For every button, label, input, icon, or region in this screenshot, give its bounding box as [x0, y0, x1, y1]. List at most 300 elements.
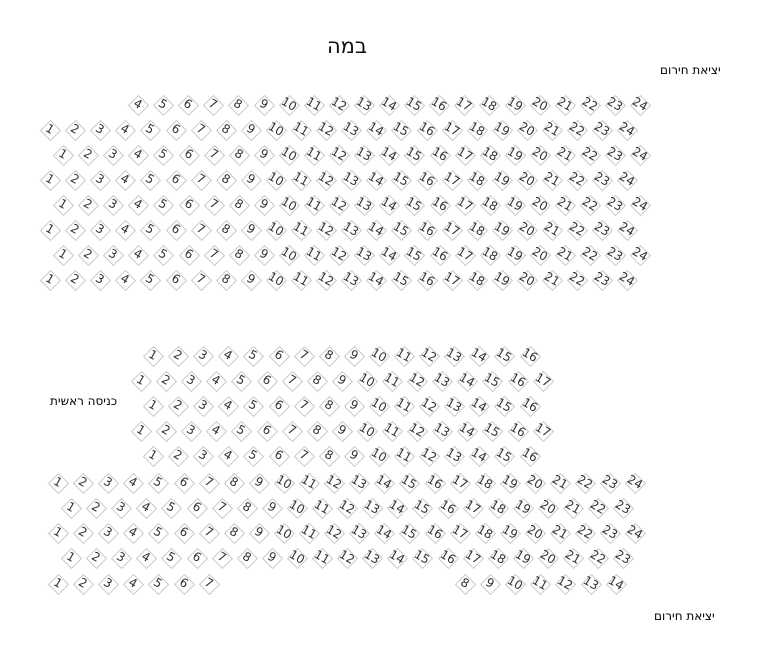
seat[interactable] — [347, 473, 371, 493]
seat[interactable] — [498, 523, 522, 543]
seat[interactable] — [229, 421, 253, 441]
seat[interactable] — [511, 548, 535, 568]
seat[interactable] — [88, 170, 112, 190]
seat[interactable] — [229, 371, 253, 391]
seat[interactable] — [453, 145, 477, 165]
seat[interactable] — [436, 548, 460, 568]
seat[interactable] — [141, 446, 165, 466]
seat[interactable] — [528, 245, 552, 265]
seat[interactable] — [397, 523, 421, 543]
seat[interactable] — [478, 195, 502, 215]
seat[interactable] — [101, 145, 125, 165]
seat[interactable] — [465, 170, 489, 190]
seat[interactable] — [255, 421, 279, 441]
seat[interactable] — [289, 170, 313, 190]
seat[interactable] — [292, 346, 316, 366]
seat[interactable] — [339, 220, 363, 240]
seat[interactable] — [578, 145, 602, 165]
seat[interactable] — [96, 523, 120, 543]
seat[interactable] — [392, 396, 416, 416]
seat[interactable] — [415, 170, 439, 190]
seat[interactable] — [477, 95, 501, 115]
seat[interactable] — [623, 523, 647, 543]
seat[interactable] — [523, 523, 547, 543]
seat[interactable] — [442, 446, 466, 466]
seat[interactable] — [490, 270, 514, 290]
seat[interactable] — [129, 421, 153, 441]
seat[interactable] — [352, 195, 376, 215]
seat[interactable] — [364, 170, 388, 190]
seat[interactable] — [461, 498, 485, 518]
seat[interactable] — [417, 346, 441, 366]
seat[interactable] — [126, 95, 150, 115]
seat[interactable] — [553, 245, 577, 265]
seat[interactable] — [121, 574, 145, 594]
seat[interactable] — [235, 498, 259, 518]
seat[interactable] — [46, 574, 70, 594]
seat[interactable] — [88, 220, 112, 240]
seat[interactable] — [151, 195, 175, 215]
seat[interactable] — [317, 346, 341, 366]
seat[interactable] — [410, 548, 434, 568]
seat[interactable] — [252, 95, 276, 115]
seat[interactable] — [410, 498, 434, 518]
seat[interactable] — [185, 498, 209, 518]
seat[interactable] — [364, 120, 388, 140]
seat[interactable] — [327, 95, 351, 115]
seat[interactable] — [302, 95, 326, 115]
seat[interactable] — [561, 498, 585, 518]
seat[interactable] — [360, 498, 384, 518]
seat[interactable] — [548, 523, 572, 543]
seat[interactable] — [380, 371, 404, 391]
seat[interactable] — [210, 548, 234, 568]
seat[interactable] — [518, 446, 542, 466]
seat[interactable] — [197, 523, 221, 543]
seat[interactable] — [267, 446, 291, 466]
seat[interactable] — [285, 548, 309, 568]
seat[interactable] — [330, 371, 354, 391]
seat[interactable] — [239, 220, 263, 240]
seat[interactable] — [305, 371, 329, 391]
seat[interactable] — [222, 473, 246, 493]
seat[interactable] — [440, 120, 464, 140]
seat[interactable] — [264, 120, 288, 140]
seat[interactable] — [227, 145, 251, 165]
seat[interactable] — [255, 371, 279, 391]
seat[interactable] — [267, 346, 291, 366]
seat[interactable] — [506, 371, 530, 391]
seat[interactable] — [385, 548, 409, 568]
seat[interactable] — [503, 245, 527, 265]
seat[interactable] — [322, 473, 346, 493]
seat[interactable] — [598, 523, 622, 543]
seat[interactable] — [264, 220, 288, 240]
seat[interactable] — [339, 270, 363, 290]
seat[interactable] — [355, 421, 379, 441]
seat[interactable] — [628, 145, 652, 165]
seat[interactable] — [385, 498, 409, 518]
seat[interactable] — [239, 120, 263, 140]
seat[interactable] — [191, 346, 215, 366]
seat[interactable] — [428, 195, 452, 215]
seat[interactable] — [480, 371, 504, 391]
seat[interactable] — [417, 446, 441, 466]
seat[interactable] — [402, 195, 426, 215]
seat[interactable] — [402, 145, 426, 165]
seat[interactable] — [492, 396, 516, 416]
seat[interactable] — [151, 95, 175, 115]
seat[interactable] — [317, 446, 341, 466]
seat[interactable] — [565, 270, 589, 290]
seat[interactable] — [51, 245, 75, 265]
seat[interactable] — [214, 270, 238, 290]
seat[interactable] — [305, 421, 329, 441]
seat[interactable] — [113, 170, 137, 190]
seat[interactable] — [452, 95, 476, 115]
seat[interactable] — [490, 120, 514, 140]
seat[interactable] — [327, 145, 351, 165]
seat[interactable] — [322, 523, 346, 543]
seat[interactable] — [467, 446, 491, 466]
seat[interactable] — [598, 473, 622, 493]
seat[interactable] — [440, 270, 464, 290]
seat[interactable] — [154, 421, 178, 441]
seat[interactable] — [292, 446, 316, 466]
seat[interactable] — [515, 220, 539, 240]
seat[interactable] — [59, 548, 83, 568]
seat[interactable] — [628, 195, 652, 215]
seat[interactable] — [455, 421, 479, 441]
seat[interactable] — [134, 498, 158, 518]
seat[interactable] — [289, 120, 313, 140]
seat[interactable] — [84, 548, 108, 568]
seat[interactable] — [197, 473, 221, 493]
seat[interactable] — [515, 170, 539, 190]
seat[interactable] — [179, 421, 203, 441]
seat[interactable] — [63, 120, 87, 140]
seat[interactable] — [227, 195, 251, 215]
seat[interactable] — [151, 145, 175, 165]
seat[interactable] — [204, 421, 228, 441]
seat[interactable] — [252, 245, 276, 265]
seat[interactable] — [528, 195, 552, 215]
seat[interactable] — [561, 548, 585, 568]
seat[interactable] — [578, 245, 602, 265]
seat[interactable] — [339, 120, 363, 140]
seat[interactable] — [503, 574, 527, 594]
seat[interactable] — [101, 195, 125, 215]
seat[interactable] — [176, 95, 200, 115]
seat[interactable] — [528, 145, 552, 165]
seat[interactable] — [38, 120, 62, 140]
seat[interactable] — [247, 523, 271, 543]
seat[interactable] — [442, 396, 466, 416]
seat[interactable] — [277, 245, 301, 265]
seat[interactable] — [467, 346, 491, 366]
seat[interactable] — [415, 120, 439, 140]
seat[interactable] — [548, 473, 572, 493]
seat[interactable] — [197, 574, 221, 594]
seat[interactable] — [129, 371, 153, 391]
seat[interactable] — [615, 120, 639, 140]
seat[interactable] — [389, 120, 413, 140]
seat[interactable] — [71, 574, 95, 594]
seat[interactable] — [448, 473, 472, 493]
seat[interactable] — [239, 270, 263, 290]
seat[interactable] — [172, 523, 196, 543]
seat[interactable] — [355, 371, 379, 391]
seat[interactable] — [172, 473, 196, 493]
seat[interactable] — [164, 270, 188, 290]
seat[interactable] — [389, 170, 413, 190]
seat[interactable] — [486, 498, 510, 518]
seat[interactable] — [523, 473, 547, 493]
seat[interactable] — [216, 396, 240, 416]
seat[interactable] — [202, 245, 226, 265]
seat[interactable] — [453, 195, 477, 215]
seat[interactable] — [191, 446, 215, 466]
seat[interactable] — [51, 145, 75, 165]
seat[interactable] — [239, 170, 263, 190]
seat[interactable] — [164, 120, 188, 140]
seat[interactable] — [302, 195, 326, 215]
seat[interactable] — [579, 574, 603, 594]
seat[interactable] — [222, 523, 246, 543]
seat[interactable] — [260, 548, 284, 568]
seat[interactable] — [252, 145, 276, 165]
seat[interactable] — [214, 170, 238, 190]
seat[interactable] — [138, 170, 162, 190]
seat[interactable] — [377, 195, 401, 215]
seat[interactable] — [430, 371, 454, 391]
seat[interactable] — [553, 195, 577, 215]
seat[interactable] — [578, 95, 602, 115]
seat[interactable] — [76, 195, 100, 215]
seat[interactable] — [540, 170, 564, 190]
seat[interactable] — [339, 170, 363, 190]
seat[interactable] — [492, 346, 516, 366]
seat[interactable] — [553, 145, 577, 165]
seat[interactable] — [76, 145, 100, 165]
seat[interactable] — [189, 120, 213, 140]
seat[interactable] — [101, 245, 125, 265]
seat[interactable] — [46, 523, 70, 543]
seat[interactable] — [59, 498, 83, 518]
seat[interactable] — [473, 523, 497, 543]
seat[interactable] — [531, 371, 555, 391]
seat[interactable] — [314, 220, 338, 240]
seat[interactable] — [289, 270, 313, 290]
seat[interactable] — [260, 498, 284, 518]
seat[interactable] — [360, 548, 384, 568]
seat[interactable] — [151, 245, 175, 265]
seat[interactable] — [448, 523, 472, 543]
seat[interactable] — [490, 170, 514, 190]
seat[interactable] — [423, 523, 447, 543]
seat[interactable] — [310, 498, 334, 518]
seat[interactable] — [415, 270, 439, 290]
seat[interactable] — [96, 473, 120, 493]
seat[interactable] — [565, 170, 589, 190]
seat[interactable] — [347, 523, 371, 543]
seat[interactable] — [138, 120, 162, 140]
seat[interactable] — [330, 421, 354, 441]
seat[interactable] — [405, 421, 429, 441]
seat[interactable] — [342, 446, 366, 466]
seat[interactable] — [528, 574, 552, 594]
seat[interactable] — [628, 245, 652, 265]
seat[interactable] — [201, 95, 225, 115]
seat[interactable] — [63, 270, 87, 290]
seat[interactable] — [317, 396, 341, 416]
seat[interactable] — [297, 473, 321, 493]
seat[interactable] — [146, 574, 170, 594]
seat[interactable] — [461, 548, 485, 568]
seat[interactable] — [241, 396, 265, 416]
seat[interactable] — [402, 245, 426, 265]
seat[interactable] — [264, 270, 288, 290]
seat[interactable] — [226, 95, 250, 115]
seat[interactable] — [138, 220, 162, 240]
seat[interactable] — [241, 346, 265, 366]
seat[interactable] — [109, 548, 133, 568]
seat[interactable] — [177, 245, 201, 265]
seat[interactable] — [380, 421, 404, 441]
seat[interactable] — [586, 548, 610, 568]
seat[interactable] — [503, 145, 527, 165]
seat[interactable] — [367, 346, 391, 366]
seat[interactable] — [216, 446, 240, 466]
seat[interactable] — [531, 421, 555, 441]
seat[interactable] — [314, 270, 338, 290]
seat[interactable] — [71, 523, 95, 543]
seat[interactable] — [126, 195, 150, 215]
seat[interactable] — [352, 245, 376, 265]
seat[interactable] — [185, 548, 209, 568]
seat[interactable] — [364, 270, 388, 290]
seat[interactable] — [297, 523, 321, 543]
seat[interactable] — [202, 195, 226, 215]
seat[interactable] — [247, 473, 271, 493]
seat[interactable] — [216, 346, 240, 366]
seat[interactable] — [277, 195, 301, 215]
seat[interactable] — [428, 245, 452, 265]
seat[interactable] — [204, 371, 228, 391]
seat[interactable] — [38, 170, 62, 190]
seat[interactable] — [189, 170, 213, 190]
seat[interactable] — [515, 270, 539, 290]
seat[interactable] — [565, 120, 589, 140]
seat[interactable] — [573, 473, 597, 493]
seat[interactable] — [486, 548, 510, 568]
seat[interactable] — [134, 548, 158, 568]
seat[interactable] — [611, 498, 635, 518]
seat[interactable] — [603, 245, 627, 265]
seat[interactable] — [126, 245, 150, 265]
seat[interactable] — [227, 245, 251, 265]
seat[interactable] — [113, 220, 137, 240]
seat[interactable] — [280, 371, 304, 391]
seat[interactable] — [159, 498, 183, 518]
seat[interactable] — [377, 95, 401, 115]
seat[interactable] — [590, 220, 614, 240]
seat[interactable] — [272, 473, 296, 493]
seat[interactable] — [372, 523, 396, 543]
seat[interactable] — [327, 245, 351, 265]
seat[interactable] — [490, 220, 514, 240]
seat[interactable] — [280, 421, 304, 441]
seat[interactable] — [138, 270, 162, 290]
seat[interactable] — [623, 473, 647, 493]
seat[interactable] — [480, 421, 504, 441]
seat[interactable] — [109, 498, 133, 518]
seat[interactable] — [335, 498, 359, 518]
seat[interactable] — [536, 548, 560, 568]
seat[interactable] — [88, 120, 112, 140]
seat[interactable] — [615, 220, 639, 240]
seat[interactable] — [272, 523, 296, 543]
seat[interactable] — [389, 270, 413, 290]
seat[interactable] — [63, 170, 87, 190]
seat[interactable] — [121, 523, 145, 543]
seat[interactable] — [292, 396, 316, 416]
seat[interactable] — [603, 195, 627, 215]
seat[interactable] — [467, 396, 491, 416]
seat[interactable] — [603, 145, 627, 165]
seat[interactable] — [51, 195, 75, 215]
seat[interactable] — [364, 220, 388, 240]
seat[interactable] — [277, 95, 301, 115]
seat[interactable] — [442, 346, 466, 366]
seat[interactable] — [478, 145, 502, 165]
seat[interactable] — [423, 473, 447, 493]
seat[interactable] — [603, 95, 627, 115]
seat[interactable] — [473, 473, 497, 493]
seat[interactable] — [453, 245, 477, 265]
seat[interactable] — [71, 473, 95, 493]
seat[interactable] — [590, 170, 614, 190]
seat[interactable] — [252, 195, 276, 215]
seat[interactable] — [164, 170, 188, 190]
seat[interactable] — [177, 195, 201, 215]
seat[interactable] — [515, 120, 539, 140]
seat[interactable] — [428, 145, 452, 165]
seat[interactable] — [565, 220, 589, 240]
seat[interactable] — [38, 270, 62, 290]
seat[interactable] — [503, 195, 527, 215]
seat[interactable] — [590, 270, 614, 290]
seat[interactable] — [189, 270, 213, 290]
seat[interactable] — [126, 145, 150, 165]
seat[interactable] — [518, 396, 542, 416]
seat[interactable] — [214, 120, 238, 140]
seat[interactable] — [392, 446, 416, 466]
seat[interactable] — [503, 95, 527, 115]
seat[interactable] — [76, 245, 100, 265]
seat[interactable] — [377, 145, 401, 165]
seat[interactable] — [540, 220, 564, 240]
seat[interactable] — [453, 574, 477, 594]
seat[interactable] — [430, 421, 454, 441]
seat[interactable] — [352, 95, 376, 115]
seat[interactable] — [498, 473, 522, 493]
seat[interactable] — [506, 421, 530, 441]
seat[interactable] — [113, 270, 137, 290]
seat[interactable] — [285, 498, 309, 518]
seat[interactable] — [372, 473, 396, 493]
seat[interactable] — [141, 346, 165, 366]
